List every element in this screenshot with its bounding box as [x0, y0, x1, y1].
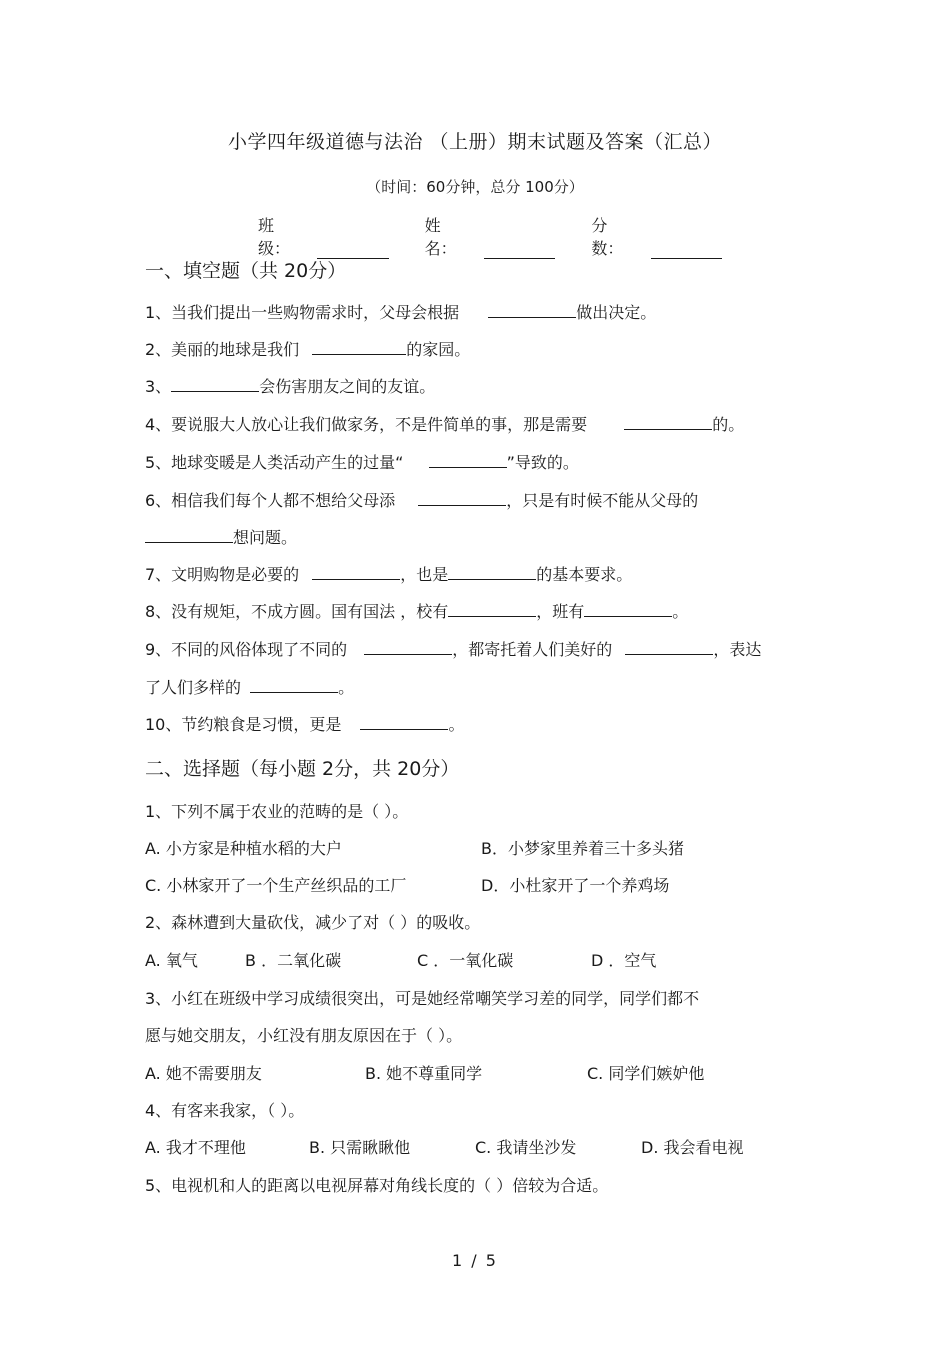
name-field — [425, 213, 556, 259]
option-a: A. 她不需要朋友 — [145, 1064, 262, 1083]
fill-question-8 — [145, 599, 688, 622]
question-text: 1、当我们提出一些购物需求时，父母会根据 — [145, 303, 460, 322]
answer-blank — [171, 375, 259, 392]
choice-question-1: 1、下列不属于农业的范畴的是（ ）。 — [145, 802, 409, 821]
option-c: C. 同学们嫉妒他 — [587, 1064, 705, 1083]
option-a: A. 我才不理他 — [145, 1138, 246, 1157]
fill-question-3 — [145, 374, 435, 397]
question-text: 3、 — [145, 377, 172, 396]
fill-question-6-cont — [145, 525, 297, 548]
choice-question-5: 5、电视机和人的距离以电视屏幕对角线长度的（ ）倍较为合适。 — [145, 1176, 609, 1195]
question-text: 7、文明购物是必要的 — [145, 565, 300, 584]
answer-blank — [429, 451, 507, 468]
option-b: B ．二氧化碳 — [245, 951, 342, 970]
answer-blank — [312, 563, 400, 580]
answer-blank — [488, 301, 576, 318]
question-text: ”导致的。 — [506, 453, 579, 472]
choice-question-3: 3、小红在班级中学习成绩很突出，可是她经常嘲笑学习差的同学，同学们都不 — [145, 989, 700, 1008]
question-text: 5、地球变暖是人类活动产生的过量“ — [145, 453, 404, 472]
student-info-row — [258, 213, 758, 259]
fill-question-4 — [145, 412, 744, 435]
question-text: ，班有 — [536, 602, 585, 621]
name-label: 姓名： — [424, 216, 457, 258]
answer-blank — [448, 600, 536, 617]
choice-question-4: 4、有客来我家，（ ）。 — [145, 1101, 305, 1120]
option-d: D．小杜家开了一个养鸡场 — [481, 876, 670, 895]
answer-blank — [624, 413, 712, 430]
fill-question-6 — [145, 488, 698, 511]
question-text: 的。 — [712, 415, 745, 434]
option-c: C. 小林家开了一个生产丝织品的工厂 — [145, 876, 407, 895]
option-a: A. 小方家是种植水稻的大户 — [145, 839, 342, 858]
question-text: 4、要说服大人放心让我们做家务，不是件简单的事，那是需要 — [145, 415, 588, 434]
answer-blank — [312, 338, 406, 355]
score-field — [591, 213, 722, 259]
question-text: 8、没有规矩，不成方圆。国有国法 ，校有 — [145, 602, 449, 621]
question-text: ，只是有时候不能从父母的 — [506, 491, 699, 510]
question-text: 。 — [672, 602, 689, 621]
score-label: 分数： — [591, 216, 624, 258]
question-text: ，表达 — [713, 640, 762, 659]
exam-subtitle: （时间：60分钟，总分 100分） — [366, 178, 584, 196]
fill-question-1 — [145, 300, 656, 323]
score-blank — [651, 240, 723, 259]
question-text: 2、美丽的地球是我们 — [145, 340, 300, 359]
option-d: D. 我会看电视 — [641, 1138, 744, 1157]
question-text: ，也是 — [400, 565, 449, 584]
question-text: 了人们多样的 — [145, 678, 242, 697]
page-title: 小学四年级道德与法治 （上册）期末试题及答案（汇总） — [227, 131, 723, 153]
option-b: B. 她不尊重同学 — [365, 1064, 483, 1083]
section-title-fill-blank: 一、填空题（共 20分） — [145, 260, 347, 282]
answer-blank — [360, 713, 448, 730]
question-text: 。 — [448, 715, 465, 734]
answer-blank — [250, 676, 338, 693]
choice-question-3-cont: 愿与她交朋友，小红没有朋友原因在于（ ）。 — [145, 1026, 463, 1045]
fill-question-5 — [145, 450, 579, 473]
question-text: ，都寄托着人们美好的 — [452, 640, 613, 659]
question-text: 做出决定。 — [576, 303, 657, 322]
answer-blank — [625, 638, 713, 655]
answer-blank — [145, 526, 233, 543]
name-blank — [484, 240, 556, 259]
page-number: 1 / 5 — [452, 1251, 498, 1270]
answer-blank — [364, 638, 452, 655]
fill-question-7 — [145, 562, 632, 585]
option-d: D ．空气 — [591, 951, 657, 970]
class-label: 班级： — [258, 216, 291, 258]
question-text: 的家园。 — [406, 340, 471, 359]
answer-blank — [448, 563, 536, 580]
fill-question-2 — [145, 337, 470, 360]
answer-blank — [418, 489, 506, 506]
option-c: C. 我请坐沙发 — [475, 1138, 577, 1157]
class-field — [258, 213, 389, 259]
question-text: 。 — [338, 678, 355, 697]
choice-question-2: 2、森林遭到大量砍伐，减少了对（ ）的吸收。 — [145, 913, 481, 932]
fill-question-9 — [145, 637, 761, 660]
option-c: C ．一氧化碳 — [417, 951, 514, 970]
section-title-multiple-choice: 二、选择题（每小题 2分，共 20分） — [145, 758, 460, 780]
question-text: 会伤害朋友之间的友谊。 — [259, 377, 436, 396]
fill-question-10 — [145, 712, 464, 735]
question-text: 想问题。 — [233, 528, 298, 547]
question-text: 9、不同的风俗体现了不同的 — [145, 640, 348, 659]
question-text: 的基本要求。 — [536, 565, 633, 584]
fill-question-9-cont — [145, 675, 354, 698]
question-text: 10、节约粮食是习惯，更是 — [145, 715, 342, 734]
option-b: B．小梦家里养着三十多头猪 — [481, 839, 684, 858]
question-text: 6、相信我们每个人都不想给父母添 — [145, 491, 396, 510]
answer-blank — [584, 600, 672, 617]
option-b: B. 只需瞅瞅他 — [309, 1138, 411, 1157]
option-a: A. 氧气 — [145, 951, 198, 970]
